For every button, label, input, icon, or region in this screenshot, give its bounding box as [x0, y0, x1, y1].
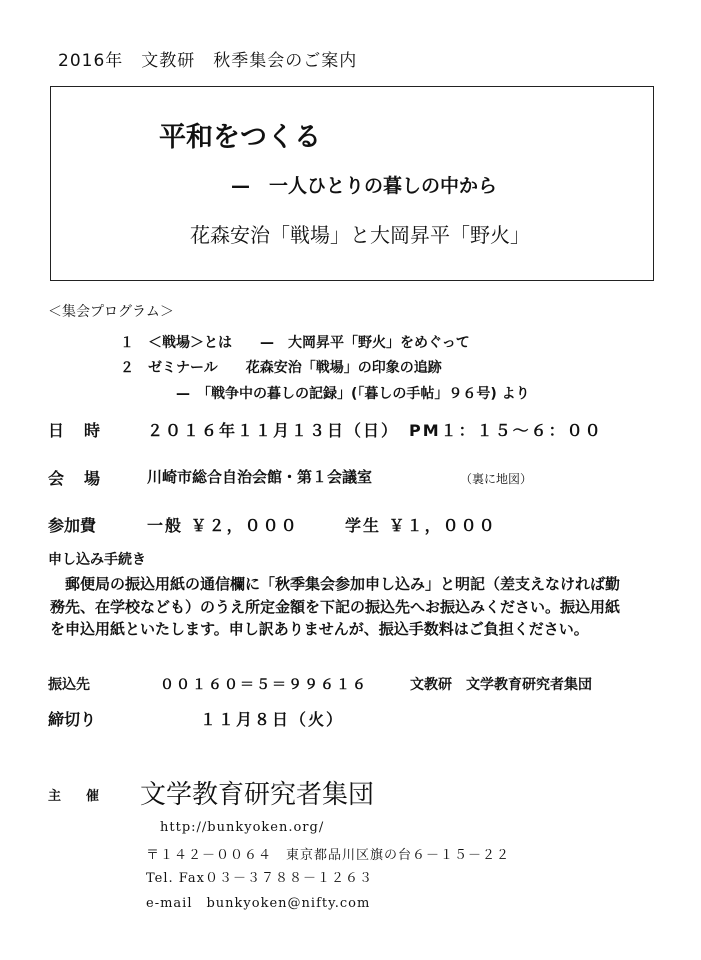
fee-student: 学生 ￥１，０００: [345, 516, 497, 535]
program-item-2-sub: — 「戦争中の暮しの記録」(「暮しの手帖」９６号) より: [176, 386, 530, 402]
program-item-2: ２ ゼミナール 花森安治「戦場」の印象の追跡: [120, 360, 442, 376]
program-item-1: １ ＜戦場＞とは — 大岡昇平「野火」をめぐって: [120, 335, 470, 351]
organizer-name: 文学教育研究者集団: [140, 780, 375, 810]
main-title: 平和をつくる: [159, 122, 321, 153]
application-text: 郵便局の振込用紙の通信欄に「秋季集会参加申し込み」と明記（差支えなければ勤務先、在学校なども）のうえ所定金額を下記の振込先へお振込みください。振込用紙を申込用紙といたします。申し訳ありませんが、振込手数料はご負担ください。: [50, 575, 621, 638]
datetime-value: ２０１６年１１月１３日（日） PM１：１５〜６：００: [147, 421, 603, 440]
application-label: 申し込み手続き: [48, 552, 146, 568]
deadline-label: 締切り: [48, 710, 97, 729]
datetime-label: 日 時: [48, 421, 103, 440]
venue-note: （裏に地図）: [460, 472, 533, 486]
fee-label: 参加費: [48, 516, 97, 535]
organizer-email[interactable]: e-mail bunkyoken@nifty.com: [146, 896, 371, 911]
fee-general: 一般 ￥２，０００: [147, 516, 299, 535]
page-header: 2016年 文教研 秋季集会のご案内: [58, 51, 358, 71]
transfer-name: 文教研 文学教育研究者集団: [410, 677, 592, 693]
works-title: 花森安治「戦場」と大岡昇平「野火」: [190, 223, 530, 247]
deadline-value: １１月８日（火）: [200, 710, 345, 729]
transfer-label: 振込先: [48, 677, 90, 693]
organizer-label: 主 催: [48, 789, 106, 804]
title-box: [50, 86, 654, 281]
organizer-address: 〒１４２－００６４ 東京都品川区旗の台６－１５－２２: [146, 848, 511, 863]
organizer-url[interactable]: http://bunkyoken.org/: [160, 820, 325, 835]
subtitle: — 一人ひとりの暮しの中から: [231, 175, 498, 197]
program-label: ＜集会プログラム＞: [48, 304, 174, 320]
organizer-tel: Tel. Fax０３－３７８８－１２６３: [146, 871, 373, 886]
venue-value: 川崎市総合自治会館・第１会議室: [147, 468, 373, 486]
venue-label: 会 場: [48, 469, 103, 488]
transfer-account: ００１６０＝５＝９９６１６: [160, 677, 368, 693]
